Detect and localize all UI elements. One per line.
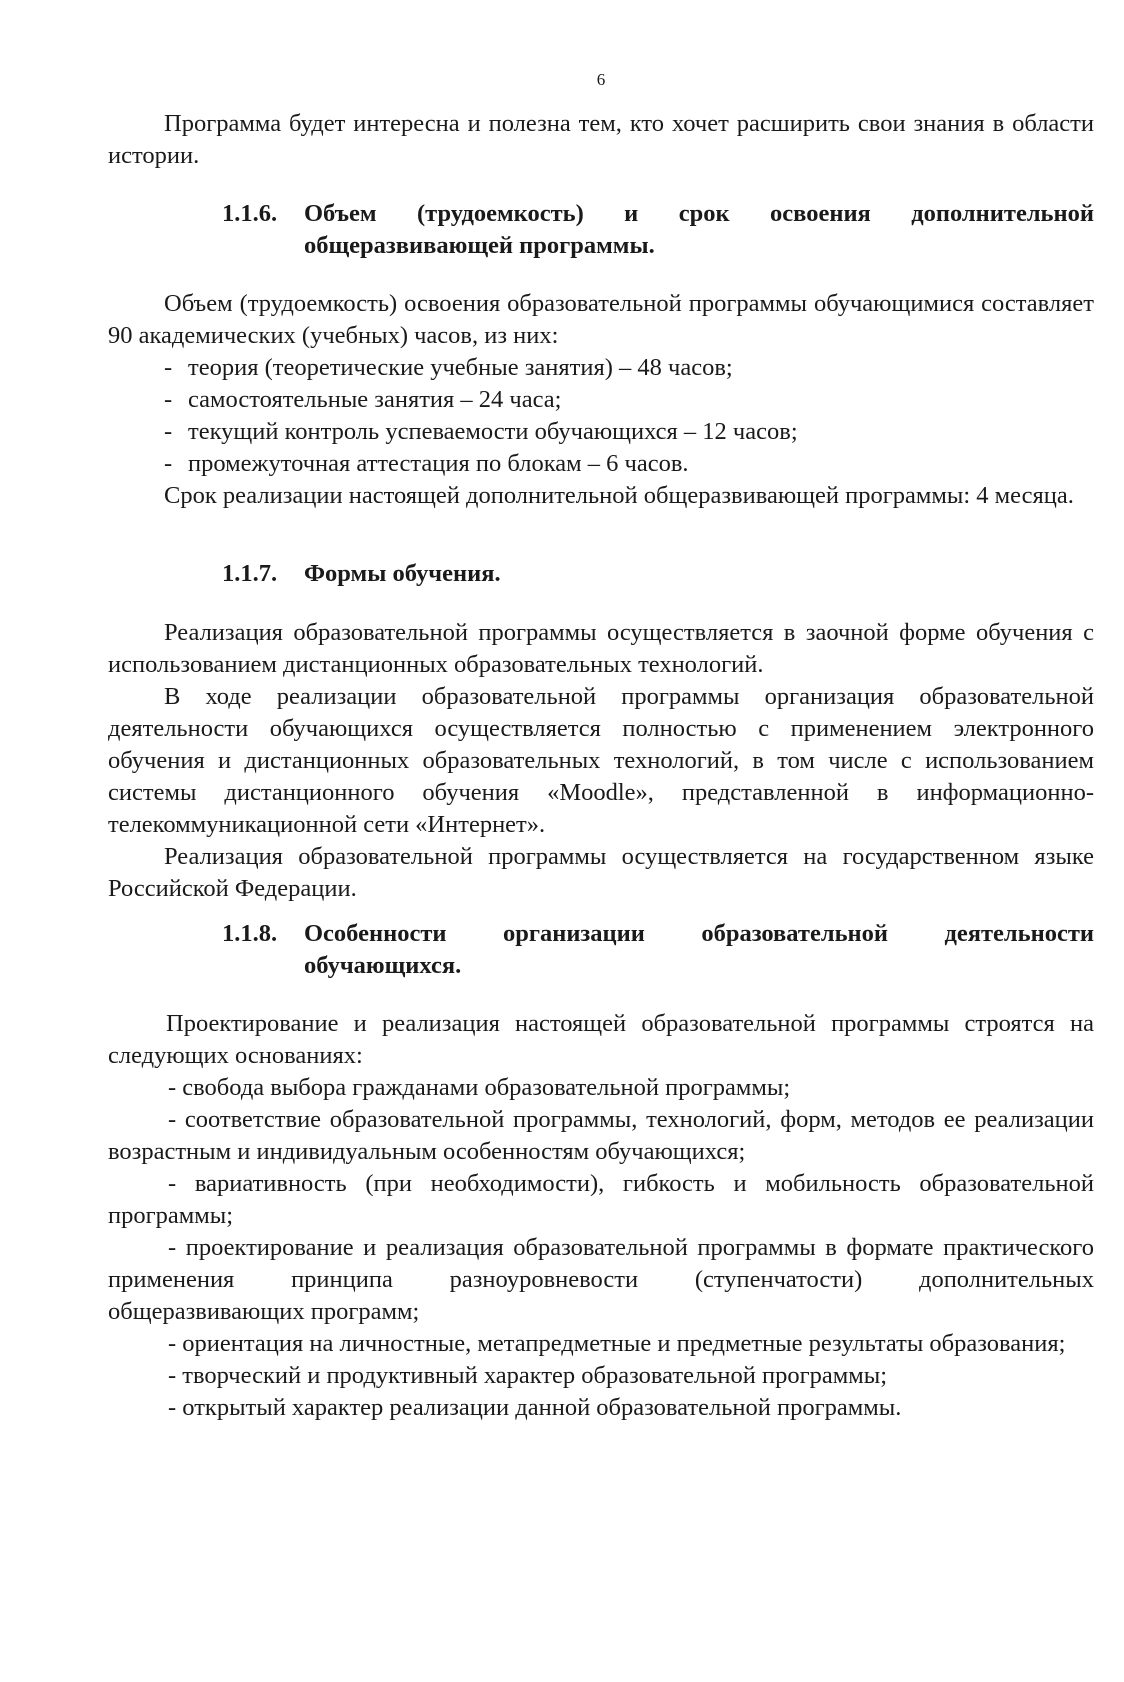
form-paragraph: В ходе реализации образовательной программы организация образовательной деятельности обучающихся осуществляется полностью с применением электронного обучения и дистанционных образовательных технологий, в том числе с использованием системы дистанционного обучения «Moodle», представленной в информационно-телекоммуникационной сети «Интернет». — [108, 683, 1094, 838]
dash-marker: - — [164, 386, 173, 413]
list-item: - свобода выбора гражданами образовательной программы; — [168, 1074, 791, 1101]
section-heading — [108, 918, 1094, 982]
list-item: - вариативность (при необходимости), гибкость и мобильность образовательной программы; — [108, 1170, 1094, 1229]
list-item-text: промежуточная аттестация по блокам – 6 часов. — [188, 450, 689, 477]
volume-paragraph: Объем (трудоемкость) освоения образовательной программы обучающимися составляет 90 академических (учебных) часов, из них: — [108, 290, 1094, 349]
principles-paragraph: Проектирование и реализация настоящей образовательной программы строятся на следующих основаниях: — [108, 1010, 1094, 1069]
section-1-1-6-body — [108, 288, 1094, 512]
page-number: 6 — [596, 70, 606, 89]
section-1-1-8-heading-block — [108, 918, 1094, 982]
principles-list — [108, 1072, 1094, 1424]
form-paragraph: Реализация образовательной программы осуществляется в заочной форме обучения с использованием дистанционных образовательных технологий. — [108, 619, 1094, 678]
hours-list — [108, 352, 1094, 480]
list-item — [108, 352, 1094, 384]
list-item-text: текущий контроль успеваемости обучающихся – 12 часов; — [188, 418, 798, 445]
section-title: Особенности организации образовательной деятельности обучающихся. — [304, 920, 1094, 979]
section-title: Объем (трудоемкость) и срок освоения дополнительной общеразвивающей программы. — [304, 200, 1094, 259]
intro-block — [108, 108, 1094, 172]
list-item: - соответствие образовательной программы, технологий, форм, методов ее реализации возрастным и индивидуальным особенностям обучающихся; — [108, 1106, 1094, 1165]
section-1-1-8-body — [108, 1008, 1094, 1424]
term-paragraph: Срок реализации настоящей дополнительной общеразвивающей программы: 4 месяца. — [164, 482, 1074, 509]
list-item — [108, 384, 1094, 416]
list-item: - проектирование и реализация образовательной программы в формате практического применения принципа разноуровневости (ступенчатости) дополнительных общеразвивающих программ; — [108, 1234, 1094, 1325]
section-number: 1.1.7. — [222, 560, 278, 587]
list-item: - ориентация на личностные, метапредметные и предметные результаты образования; — [168, 1330, 1066, 1357]
list-item-text: теория (теоретические учебные занятия) – 48 часов; — [188, 354, 733, 381]
list-item-text: самостоятельные занятия – 24 часа; — [188, 386, 562, 413]
list-item — [108, 448, 1094, 480]
section-1-1-7-heading-block — [108, 558, 1094, 590]
list-item — [108, 416, 1094, 448]
list-item: - открытый характер реализации данной образовательной программы. — [168, 1394, 902, 1421]
form-paragraph: Реализация образовательной программы осуществляется на государственном языке Российской Федерации. — [108, 843, 1094, 902]
section-heading — [108, 558, 1094, 590]
dash-marker: - — [164, 354, 173, 381]
section-title: Формы обучения. — [304, 560, 501, 587]
intro-paragraph: Программа будет интересна и полезна тем, кто хочет расширить свои знания в области истории. — [108, 110, 1094, 169]
section-number: 1.1.8. — [222, 920, 278, 947]
list-item: - творческий и продуктивный характер образовательной программы; — [168, 1362, 888, 1389]
section-number: 1.1.6. — [222, 200, 278, 227]
section-1-1-6-heading-block — [108, 198, 1094, 262]
dash-marker: - — [164, 450, 173, 477]
dash-marker: - — [164, 418, 173, 445]
section-1-1-7-body — [108, 617, 1094, 905]
section-heading — [108, 198, 1094, 262]
